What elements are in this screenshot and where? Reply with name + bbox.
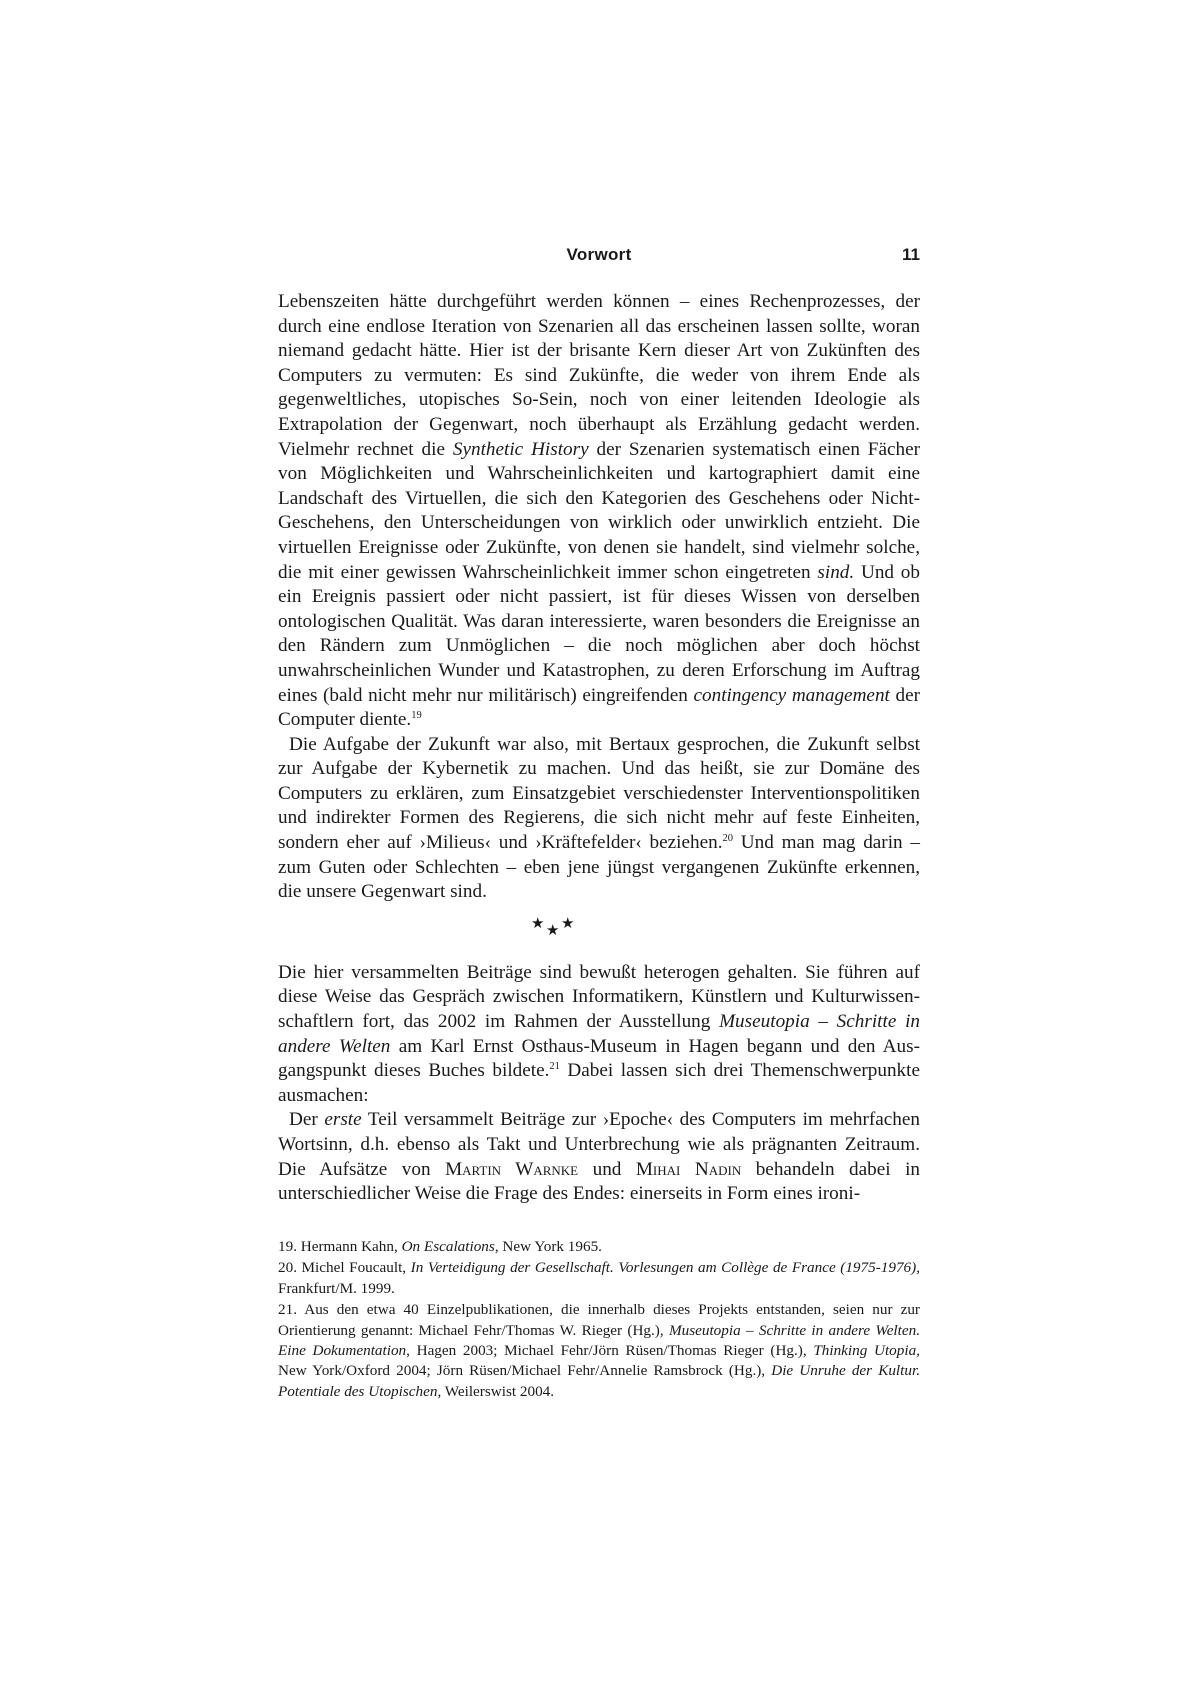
footnote-ref: 20 <box>722 833 734 845</box>
footnote <box>278 1258 920 1299</box>
text-run: Die hier versammelten Beiträge sind bewußt heterogen gehalten. Sie führen auf diese Weise das Gespräch zwischen Informatikern, Künstlern und Kulturwissenschaftlern fort, das 2002 im Rahmen der Ausstellung <box>278 961 920 1033</box>
italic-term: erste <box>324 1109 362 1131</box>
text-run: Hermann Kahn, <box>296 1238 402 1255</box>
paragraph <box>278 733 920 905</box>
text-run: Teil versammelt Beiträge zur ›Epoche‹ des Computers im mehrfachen Wortsinn, d.h. ebenso als Takt und Unterbrechung wie als prägnanten Zeitraum. Die Aufsätze von <box>278 1109 920 1180</box>
footnote-ref: 19 <box>411 710 422 722</box>
star-icon: ★ <box>546 922 560 939</box>
text-run: New York/Oxford 2004; Jörn Rüsen/Michael Fehr/Annelie Ramsbrock (Hg.), <box>278 1362 772 1380</box>
footnote-ref: 21 <box>549 1061 560 1073</box>
running-title: Vorwort <box>566 245 632 264</box>
text-run: , New York 1965. <box>494 1238 602 1255</box>
text-run: der Computer diente. <box>278 684 920 731</box>
text-run: Lebenszeiten hätte durchgeführt werden können – eines Rechenprozesses, der durch eine endlose Iteration von Szenarien all das erscheinen lassen sollte, woran niemand gedacht hätte. Hier ist der brisante Kern dieser Art von Zukünften des Computers zu vermuten: Es sind Zukünfte, die weder von ihrem Ende als gegenweltliches, utopisches So-Sein, noch von einer leitenden Ideologie als Extrapolation der Gegenwart, noch überhaupt als Erzählung gedacht werden. Vielmehr rechnet die <box>278 291 920 460</box>
text-run: Und ob ein Ereignis passiert oder nicht passiert, ist für dieses Wissen von derselben ontologischen Qualität. Was daran interessierte, waren besonders die Ereignisse an den Rändern zum Unmöglichen – die noch möglichen aber doch höchst unwahrscheinlichen Wunder und Katastrophen, zu deren Erforschung im Auftrag eines (bald nicht mehr nur militärisch) eingreifenden <box>278 561 920 706</box>
italic-title: Museutopia – Schritte in andere Welten. Eine Dokumentation <box>278 1321 920 1360</box>
running-header <box>278 245 920 273</box>
footnote <box>278 1300 920 1402</box>
text-run: behandeln dabei in unterschiedlicher Weise die Frage des Endes: einerseits in Form eines ironi- <box>278 1158 921 1205</box>
text-run: , Weilerswist 2004. <box>437 1382 555 1400</box>
footnote-number: 20. <box>278 1259 297 1277</box>
text-run: Der <box>289 1109 325 1131</box>
text-run: Die Aufgabe der Zukunft war also, mit Bertaux gesprochen, die Zukunft selbst zur Aufgabe der Kybernetik zu machen. Und das heißt, sie zur Domäne des Computers zu erklären, zum Einsatzgebiet verschiedenster Interventionspolitiken und indirekter Formen des Regierens, die sich nicht mehr auf feste Einheiten, sondern eher auf ›Milieus‹ und ›Kräftefelder‹ beziehen. <box>278 733 920 854</box>
text-run: und <box>578 1158 636 1180</box>
text-run: , Hagen 2003; Michael Fehr/Jörn Rüsen/Thomas Rieger (Hg.), <box>406 1342 814 1360</box>
text-run: der Szenarien systematisch einen Fächer von Möglichkeiten und Wahrscheinlichkeiten und kartographiert damit eine Landschaft des Virtuellen, die sich den Kategorien des Geschehens oder Nicht-Geschehens, den Unterscheidungen von wirklich oder unwirklich entzieht. Die virtuellen Ereignisse oder Zukünfte, von denen sie handelt, sind vielmehr solche, die mit einer gewissen Wahrscheinlichkeit immer schon eingetreten <box>278 438 920 583</box>
italic-title: Die Unruhe der Kultur. Potentiale des Utopischen <box>278 1362 920 1400</box>
paragraph <box>278 1108 920 1206</box>
text-run: Michel Foucault, <box>296 1259 411 1277</box>
text-run: Dabei lassen sich drei Themenschwerpunkte ausmachen: <box>278 1060 920 1106</box>
italic-term: Synthetic History <box>452 438 589 460</box>
paragraph <box>278 290 920 733</box>
footnote <box>278 1237 920 1257</box>
footnote-number: 19. <box>278 1238 297 1255</box>
text-run: , Frankfurt/M. 1999. <box>278 1259 920 1297</box>
footnotes <box>278 1237 920 1403</box>
italic-term: sind. <box>817 561 855 583</box>
star-icon: ★ <box>561 915 575 932</box>
page-number: 11 <box>902 245 920 264</box>
main-text <box>278 290 920 1207</box>
text-run: Aus den etwa 40 Einzelpublikationen, die innerhalb dieses Projekts entstanden, seien nur zur Orientierung genannt: Michael Fehr/Thomas W. Rieger (Hg.), <box>278 1301 920 1339</box>
paragraph <box>278 961 920 1109</box>
section-separator <box>278 915 920 937</box>
text-run: Und man mag darin – zum Guten oder Schlechten – eben jene jüngst vergangenen Zukünfte erkennen, die unsere Gegenwart sind. <box>278 832 920 903</box>
italic-term: Museutopia – Schritte in andere Welten <box>278 1011 920 1057</box>
footnote-number: 21. <box>278 1301 297 1319</box>
italic-term: contingency management <box>693 684 890 706</box>
text-run: am Karl Ernst Osthaus-Museum in Hagen begann und den Ausgangspunkt dieses Buches bildete. <box>278 1035 920 1082</box>
italic-title: In Verteidigung der Gesellschaft. Vorlesungen am Collège de France (1975-1976) <box>410 1259 917 1277</box>
italic-title: On Escalations <box>401 1238 495 1255</box>
author-name: Mihai Nadin <box>635 1158 742 1180</box>
author-name: Martin Warnke <box>445 1158 579 1180</box>
star-icon: ★ <box>531 915 545 932</box>
italic-title: Thinking Utopia, <box>813 1342 920 1360</box>
